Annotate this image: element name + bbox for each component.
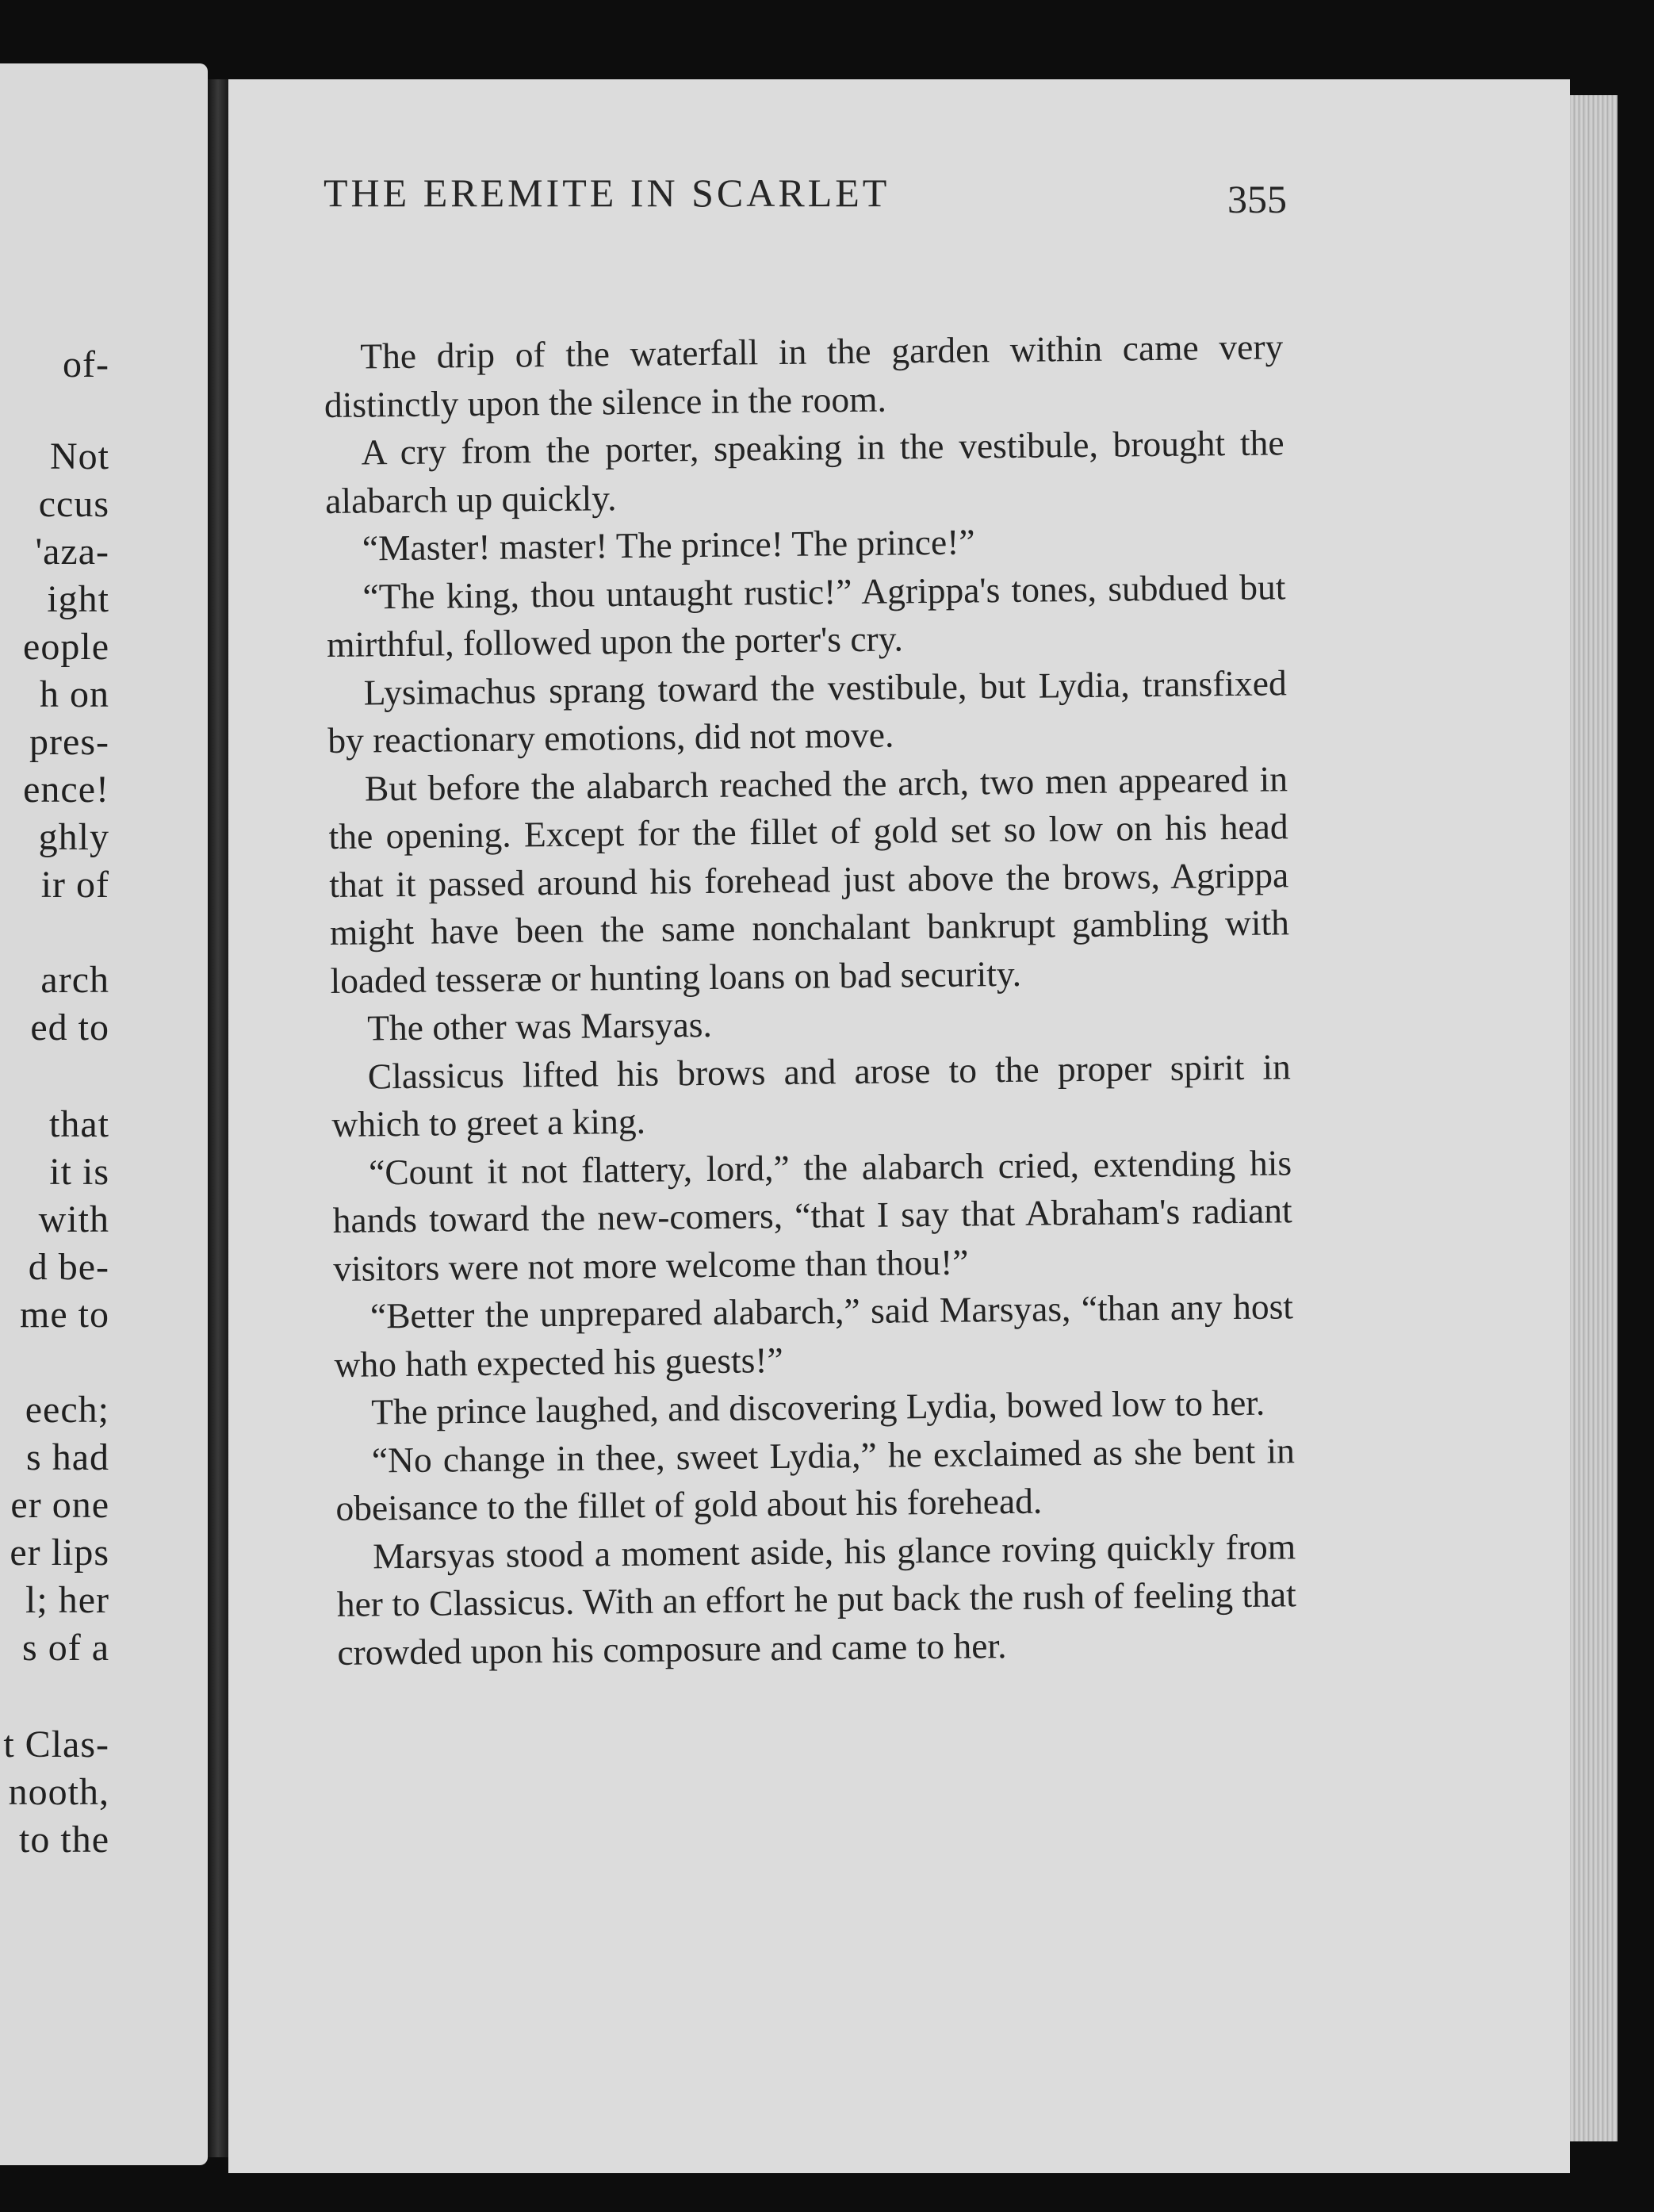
paragraph: The prince laughed, and discovering Lydia, bowed low to her. [370, 1382, 1265, 1432]
paragraph: “Better the unprepared alabarch,” said Marsyas, “than any host who hath expected his guests!” [334, 1286, 1294, 1385]
previous-page-fragment: er one [10, 1484, 109, 1526]
previous-page-fragment: ight [47, 578, 109, 620]
paragraph: The other was Marsyas. [366, 1003, 713, 1048]
previous-page-fragment: that [49, 1103, 109, 1145]
previous-page-fragment: Not [50, 435, 109, 477]
paragraph: “Count it not flattery, lord,” the alabarch cried, extending his hands toward the new-comers, “that I say that Abraham's radiant visitors were not more welcome than thou!” [332, 1141, 1292, 1289]
previous-page-fragment: eople [23, 626, 109, 668]
previous-page-fragment: nooth, [8, 1771, 109, 1813]
previous-page-fragment: d be- [28, 1246, 109, 1288]
previous-page-fragment: s had [26, 1436, 109, 1478]
running-head: THE EREMITE IN SCARLET [324, 171, 890, 215]
previous-page-fragment: 'aza- [35, 531, 109, 573]
page-edges [1570, 95, 1618, 2141]
previous-page-fragment: ccus [38, 483, 109, 525]
previous-page-fragment: ence! [23, 769, 109, 811]
previous-page-fragment: er lips [10, 1532, 109, 1574]
previous-page [0, 63, 208, 2165]
paragraph: Marsyas stood a moment aside, his glance roving quickly from her to Classicus. With an effort he put back the rush of feeling that crowded upon his composure and came to her. [336, 1525, 1296, 1673]
previous-page-fragment: with [38, 1198, 109, 1240]
previous-page-fragment: t Clas- [3, 1723, 109, 1765]
paragraph: Classicus lifted his brows and arose to the proper spirit in which to greet a king. [331, 1045, 1292, 1144]
paragraph: The drip of the waterfall in the garden within came very distinctly upon the silence in the room. [324, 326, 1284, 425]
previous-page-fragment: h on [40, 673, 109, 715]
previous-page-fragment: me to [20, 1294, 109, 1336]
previous-page-fragment: arch [40, 959, 109, 1001]
previous-page-fragment: pres- [29, 721, 109, 763]
paragraph: Lysimachus sprang toward the vestibule, but Lydia, transfixed by reactionary emotions, did not move. [327, 661, 1287, 761]
paragraph: “No change in thee, sweet Lydia,” he exclaimed as she bent in obeisance to the fillet of gold about his forehead. [335, 1429, 1296, 1528]
previous-page-fragment: ghly [38, 816, 109, 858]
previous-page-fragment: to the [19, 1819, 109, 1861]
previous-page-fragment: of- [63, 343, 109, 385]
previous-page-fragment: ir of [40, 864, 109, 906]
paragraph: But before the alabarch reached the arch, two men appeared in the opening. Except for the fillet of gold set so low on his head that it passed around his forehead just above the brows, Agrippa might have been the same nonchalant bankrupt gambling with loaded tesseræ or hunting loans on bad security. [328, 757, 1290, 1001]
previous-page-fragment: eech; [25, 1389, 109, 1431]
body-text [324, 323, 1297, 1677]
previous-page-fragment: it is [49, 1151, 109, 1193]
paragraph: “Master! master! The prince! The prince!” [362, 521, 975, 569]
book-gutter [208, 79, 228, 2157]
paragraph: A cry from the porter, speaking in the vestibule, brought the alabarch up quickly. [324, 422, 1285, 521]
paragraph: “The king, thou untaught rustic!” Agrippa's tones, subdued but mirthful, followed upon the porter's cry. [326, 565, 1286, 665]
previous-page-fragment: s of a [22, 1627, 109, 1669]
previous-page-fragment: ed to [30, 1006, 109, 1048]
page-number: 355 [1227, 177, 1287, 221]
previous-page-fragment: l; her [25, 1579, 109, 1621]
